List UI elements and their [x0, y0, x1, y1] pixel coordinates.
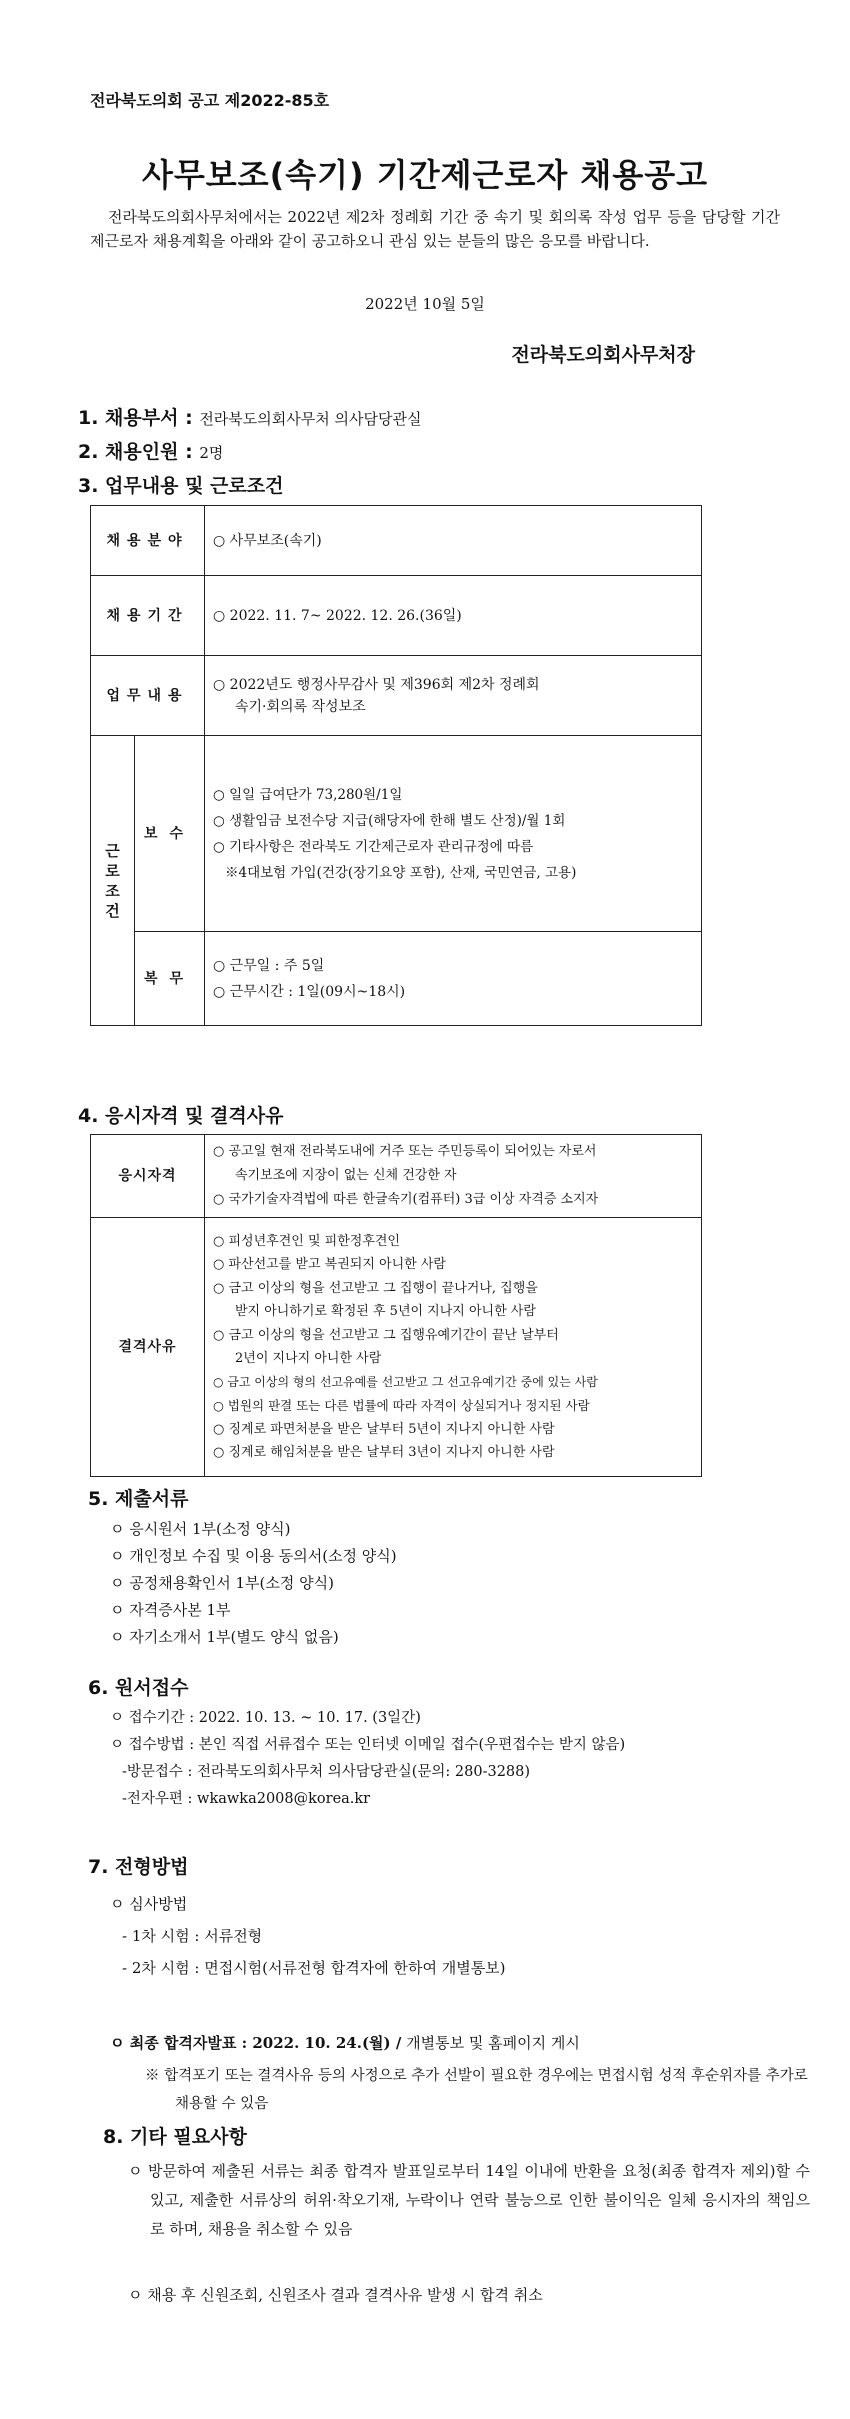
row-line: ○ 근무시간 : 1일(09시~18시)	[213, 983, 406, 1000]
notice-number: 전라북도의회 공고 제2022-85호	[90, 91, 330, 110]
list-item: ㅇ 접수방법 : 본인 직접 서류접수 또는 인터넷 이메일 접수(우편접수는 받지 않음)	[110, 1737, 626, 1753]
table-row	[91, 576, 702, 656]
row-line: 속기·회의록 작성보조	[235, 698, 366, 715]
row-line: ○ 법원의 판결 또는 다른 법률에 따라 자격이 상실되거나 정지된 사람	[213, 1398, 590, 1413]
row-label: 결격사유	[91, 1218, 205, 1477]
table-row	[91, 1218, 702, 1477]
notice-date: 2022년 10월 5일	[365, 295, 485, 313]
row-line: ○ 국가기술자격법에 따른 한글속기(컴퓨터) 3급 이상 자격증 소지자	[213, 1192, 599, 1207]
additional-selection-note: ※ 합격포기 또는 결격사유 등의 사정으로 추가 선발이 필요한 경우에는 면접시험 성적 후순위자를 추가로 채용할 수 있음	[145, 2068, 808, 2112]
list-item: ㅇ 자격증사본 1부	[110, 1601, 231, 1619]
row-content	[205, 932, 702, 1026]
section-8-title: 8. 기타 필요사항	[103, 2126, 247, 2148]
table-row	[91, 1135, 702, 1218]
announcement-date: ㅇ 최종 합격자발표 : 2022. 10. 24.(월) /	[110, 2034, 402, 2052]
table-row	[91, 932, 702, 1026]
row-content	[205, 1135, 702, 1218]
row-line: 받지 아니하기로 확정된 후 5년이 지나지 아니한 사람	[235, 1304, 536, 1319]
page-title: 사무보조(속기) 기간제근로자 채용공고	[141, 156, 709, 194]
row-label: 채용분야	[91, 506, 205, 576]
section-5-title: 5. 제출서류	[88, 1488, 189, 1510]
section-2-value: 2명	[199, 444, 224, 462]
table-row	[91, 736, 702, 932]
row-line: ○ 징계로 해임처분을 받은 날부터 3년이 지나지 아니한 사람	[213, 1445, 555, 1460]
intro-paragraph: 전라북도의회사무처에서는 2022년 제2차 정례회 기간 중 속기 및 회의록 작성 업무 등을 담당할 기간제근로자 채용계획을 아래와 같이 공고하오니 관심 있는 분들의 많은 응모를 바랍니다.	[90, 208, 780, 250]
section-2-title: 2. 채용인원 :	[78, 441, 193, 463]
qualification-table	[90, 1134, 702, 1477]
list-item: - 2차 시험 : 면접시험(서류전형 합격자에 한하여 개별통보)	[122, 1959, 506, 1977]
section-6-title: 6. 원서접수	[88, 1677, 189, 1699]
row-content	[205, 1218, 702, 1477]
table-row	[91, 656, 702, 736]
row-line: ○ 징계로 파면처분을 받은 날부터 5년이 지나지 아니한 사람	[213, 1421, 555, 1437]
other-item-1: ㅇ 방문하여 제출된 서류는 최종 합격자 발표일로부터 14일 이내에 반환을 요청(최종 합격자 제외)할 수 있고, 제출한 서류상의 허위·착오기재, 누락이나 연락 불능으로 인한 불이익은 일체 응시자의 책임으로 하며, 채용을 취소할 수 있음	[128, 2162, 810, 2238]
row-line: ○ 금고 이상의 형의 선고유예를 선고받고 그 선고유예기간 중에 있는 사람	[213, 1374, 598, 1389]
row-line: ○ 금고 이상의 형을 선고받고 그 집행유예기간이 끝난 날부터	[213, 1327, 559, 1343]
row-content	[205, 576, 702, 656]
row-line: ○ 피성년후견인 및 피한정후견인	[213, 1233, 400, 1249]
selection-list	[110, 1888, 506, 1984]
group-label: 근로조건	[105, 841, 120, 920]
list-item: ㅇ 응시원서 1부(소정 양식)	[110, 1520, 291, 1538]
row-line: ○ 공고일 현재 전라북도내에 거주 또는 주민등록이 되어있는 자로서	[213, 1144, 597, 1159]
section-3-title: 3. 업무내용 및 근로조건	[78, 475, 284, 497]
row-line: ○ 2022년도 행정사무감사 및 제396회 제2차 정례회	[213, 676, 540, 693]
row-line: ※4대보험 가입(건강(장기요양 포함), 산재, 국민연금, 고용)	[225, 864, 577, 881]
row-line: ○ 파산선고를 받고 복권되지 아니한 사람	[213, 1257, 446, 1272]
section-1-title: 1. 채용부서 :	[78, 407, 193, 429]
row-label: 업무내용	[91, 656, 205, 736]
row-line: ○ 2022. 11. 7~ 2022. 12. 26.(36일)	[213, 607, 462, 624]
list-item: ㅇ 공정채용확인서 1부(소정 양식)	[110, 1574, 334, 1592]
row-line: ○ 금고 이상의 형을 선고받고 그 집행이 끝나거나, 집행을	[213, 1280, 538, 1296]
announcement-method: 개별통보 및 홈페이지 게시	[401, 2034, 580, 2052]
row-label: 복무	[135, 932, 205, 1026]
list-item: ㅇ 자기소개서 1부(별도 양식 없음)	[110, 1628, 339, 1646]
row-line: ○ 생활임금 보전수당 지급(해당자에 한해 별도 산정)/월 1회	[213, 812, 566, 829]
row-line: ○ 기타사항은 전라북도 기간제근로자 관리규정에 따름	[213, 838, 534, 855]
section-1-value: 전라북도의회사무처 의사담당관실	[199, 410, 422, 428]
row-line: 속기보조에 지장이 없는 신체 건강한 자	[235, 1168, 457, 1183]
row-content	[205, 656, 702, 736]
row-label: 보수	[135, 736, 205, 932]
list-item: -방문접수 : 전라북도의회사무처 의사담당관실(문의: 280-3288)	[122, 1764, 531, 1780]
final-announcement	[110, 2032, 580, 2053]
list-item: -전자우편 : wkawka2008@korea.kr	[122, 1791, 371, 1807]
work-conditions-table	[90, 505, 702, 1026]
other-item-2: ㅇ 채용 후 신원조회, 신원조사 결과 결격사유 발생 시 합격 취소	[128, 2286, 543, 2304]
section-2	[78, 437, 223, 464]
list-item: - 1차 시험 : 서류전형	[122, 1927, 263, 1945]
list-item: ㅇ 심사방법	[110, 1895, 188, 1913]
row-content	[205, 736, 702, 932]
group-label-cell	[91, 736, 135, 1026]
section-4-title: 4. 응시자격 및 결격사유	[78, 1105, 284, 1127]
row-line: ○ 사무보조(속기)	[213, 532, 322, 549]
issuer: 전라북도의회사무처장	[511, 344, 695, 366]
list-item: ㅇ 개인정보 수집 및 이용 동의서(소정 양식)	[110, 1547, 397, 1565]
row-line: 2년이 지나지 아니한 사람	[235, 1351, 382, 1366]
section-1	[78, 403, 421, 430]
row-line: ○ 일일 급여단가 73,280원/1일	[213, 786, 403, 803]
documents-list	[110, 1516, 397, 1651]
section-7-title: 7. 전형방법	[88, 1856, 189, 1878]
row-content	[205, 506, 702, 576]
row-label: 응시자격	[91, 1135, 205, 1218]
application-list	[110, 1705, 625, 1813]
table-row	[91, 506, 702, 576]
row-line: ○ 근무일 : 주 5일	[213, 957, 325, 974]
row-label: 채용기간	[91, 576, 205, 656]
list-item: ㅇ 접수기간 : 2022. 10. 13. ~ 10. 17. (3일간)	[110, 1710, 421, 1726]
